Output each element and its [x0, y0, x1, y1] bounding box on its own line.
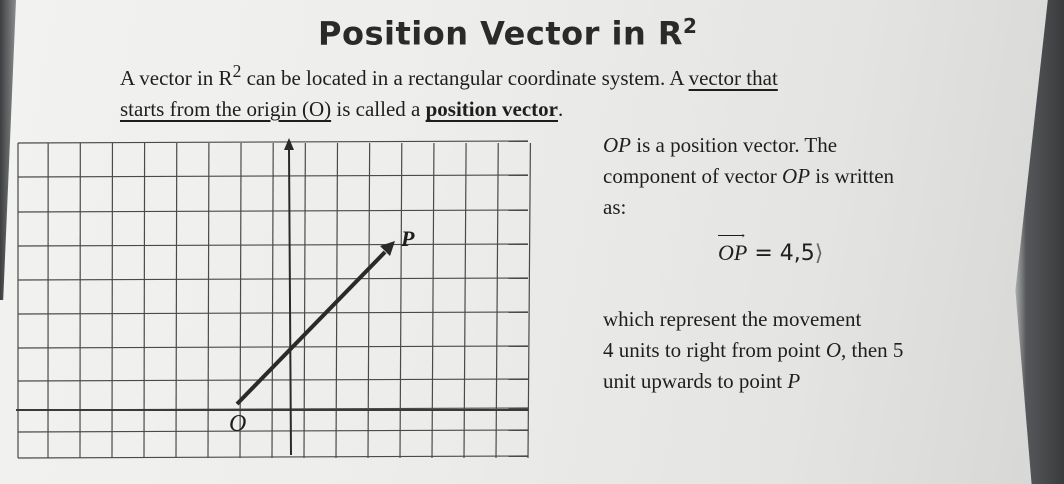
intro-underlined-text: vector that: [688, 66, 778, 90]
grid-line-horizontal: [18, 456, 528, 458]
grid-line-horizontal: [18, 141, 528, 143]
title-superscript: 2: [683, 14, 698, 38]
movement-text: , then 5: [841, 338, 904, 362]
movement-line-1: which represent the movement: [603, 307, 862, 331]
description-line-2: [603, 161, 1003, 192]
grid-line-horizontal: [18, 379, 528, 381]
vector-formula: [718, 227, 824, 266]
point-name: O: [825, 338, 841, 362]
intro-superscript: 2: [232, 61, 242, 81]
vector-op-symbol: [718, 227, 748, 265]
description-text: component of vector: [603, 164, 783, 188]
movement-text: 4 units to right from point: [603, 338, 826, 362]
vector-op-line: [237, 252, 385, 404]
description-paragraph: [603, 130, 1003, 223]
point-name: P: [787, 369, 801, 393]
point-p-label: P: [401, 226, 415, 251]
intro-bold-term: position vector: [425, 97, 558, 121]
intro-text: can be located in a rectangular coordinate system. A: [241, 66, 689, 90]
vector-op-text: OP: [718, 240, 748, 265]
intro-text: .: [558, 97, 564, 121]
movement-line-3: [603, 366, 1023, 397]
closing-bracket: ⟩: [814, 241, 824, 266]
description-line-3: as:: [603, 195, 627, 219]
description-line-1: [603, 130, 1003, 161]
description-text: is written: [810, 164, 895, 188]
movement-line-2: [603, 335, 1023, 366]
movement-paragraph: [603, 304, 1023, 397]
grid-line-vertical: [528, 143, 530, 458]
title-text: Position Vector in R: [318, 14, 684, 53]
vector-name: OP: [603, 133, 631, 157]
intro-text: is called a: [331, 97, 426, 121]
movement-text: unit upwards to point: [603, 369, 788, 393]
intro-underlined-text: starts from the origin (O): [120, 97, 332, 121]
vector-name: OP: [782, 164, 811, 188]
grid-line-horizontal: [18, 430, 528, 432]
vector-arrow-icon: →: [718, 230, 747, 240]
vector-components: 4,5: [779, 241, 815, 266]
intro-text: A vector in R: [120, 66, 233, 90]
equals-sign: =: [754, 241, 773, 266]
y-axis-arrowhead: [284, 138, 294, 150]
origin-o-label: O: [229, 411, 247, 437]
description-text: is a position vector. The: [631, 133, 838, 157]
